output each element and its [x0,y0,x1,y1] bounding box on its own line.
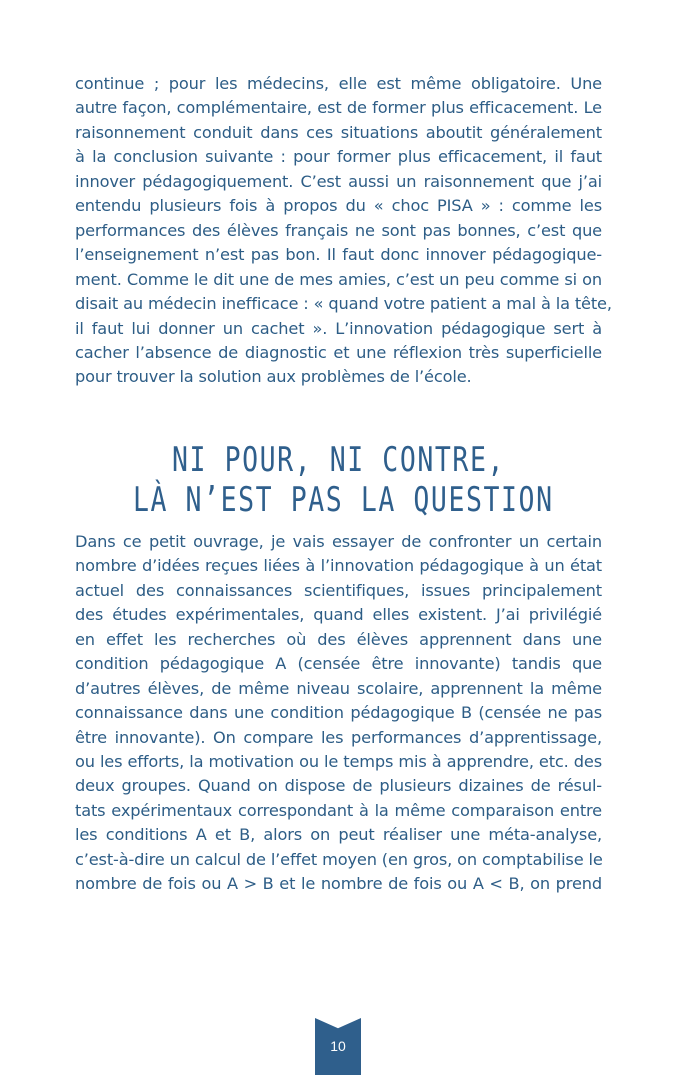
section-title-line: NI POUR, NI CONTRE, [171,439,506,480]
page-number: 10 [330,1038,346,1054]
text-line: tats expérimentaux correspondant à la même comparaison entre [75,800,602,820]
text-line: c’est-à-dire un calcul de l’effet moyen (en gros, on comptabilise le [75,849,603,869]
text-line: l’enseignement n’est pas bon. Il faut donc innover pédagogique- [75,245,602,265]
text-line: deux groupes. Quand on dispose de plusieurs dizaines de résul- [75,776,602,796]
text-line: innover pédagogiquement. C’est aussi un raisonnement que j’ai [75,171,602,191]
text-line: être innovante). On compare les performances d’apprentissage, [75,727,602,747]
page-content [75,72,612,897]
text-line: cacher l’absence de diagnostic et une réflexion très superficielle [75,342,602,362]
text-line: d’autres élèves, de même niveau scolaire, apprennent la même [75,678,602,698]
text-line: continue ; pour les médecins, elle est même obligatoire. Une [75,74,602,93]
text-line: pour trouver la solution aux problèmes de l’école. [75,367,472,387]
text-line: ment. Comme le dit une de mes amies, c’est un peu comme si on [75,269,602,289]
text-line: autre façon, complémentaire, est de former plus efficacement. Le [75,98,602,118]
text-line: actuel des connaissances scientifiques, issues principalement [75,580,602,600]
text-line: disait au médecin inefficace : « quand votre patient a mal à la tête, [75,294,612,314]
text-line: raisonnement conduit dans ces situations aboutit généralement [75,122,602,142]
text-line: à la conclusion suivante : pour former plus efficacement, il faut [75,147,602,167]
text-line: Dans ce petit ouvrage, je vais essayer de confronter un certain [75,531,602,551]
text-line: nombre de fois ou A > B et le nombre de fois ou A < B, on prend [75,874,602,894]
text-line: les conditions A et B, alors on peut réaliser une méta-analyse, [75,825,602,845]
text-line: il faut lui donner un cachet ». L’innovation pédagogique sert à [75,318,602,338]
paragraph-introduction [75,530,602,897]
text-line: performances des élèves français ne sont pas bonnes, c’est que [75,220,602,240]
text-line: en effet les recherches où des élèves apprennent dans une [75,629,602,649]
paragraph-continuation [75,72,612,390]
text-line: condition pédagogique A (censée être innovante) tandis que [75,654,602,674]
section-title-line: LÀ N’EST PAS LA QUESTION [132,479,554,520]
section-title [132,439,554,520]
text-line: nombre d’idées reçues liées à l’innovation pédagogique à un état [75,556,602,576]
text-line: des études expérimentales, quand elles existent. J’ai privilégié [75,605,602,625]
text-line: connaissance dans une condition pédagogique B (censée ne pas [75,703,602,723]
text-line: entendu plusieurs fois à propos du « choc PISA » : comme les [75,196,602,216]
text-line: ou les efforts, la motivation ou le temps mis à apprendre, etc. des [75,751,602,771]
